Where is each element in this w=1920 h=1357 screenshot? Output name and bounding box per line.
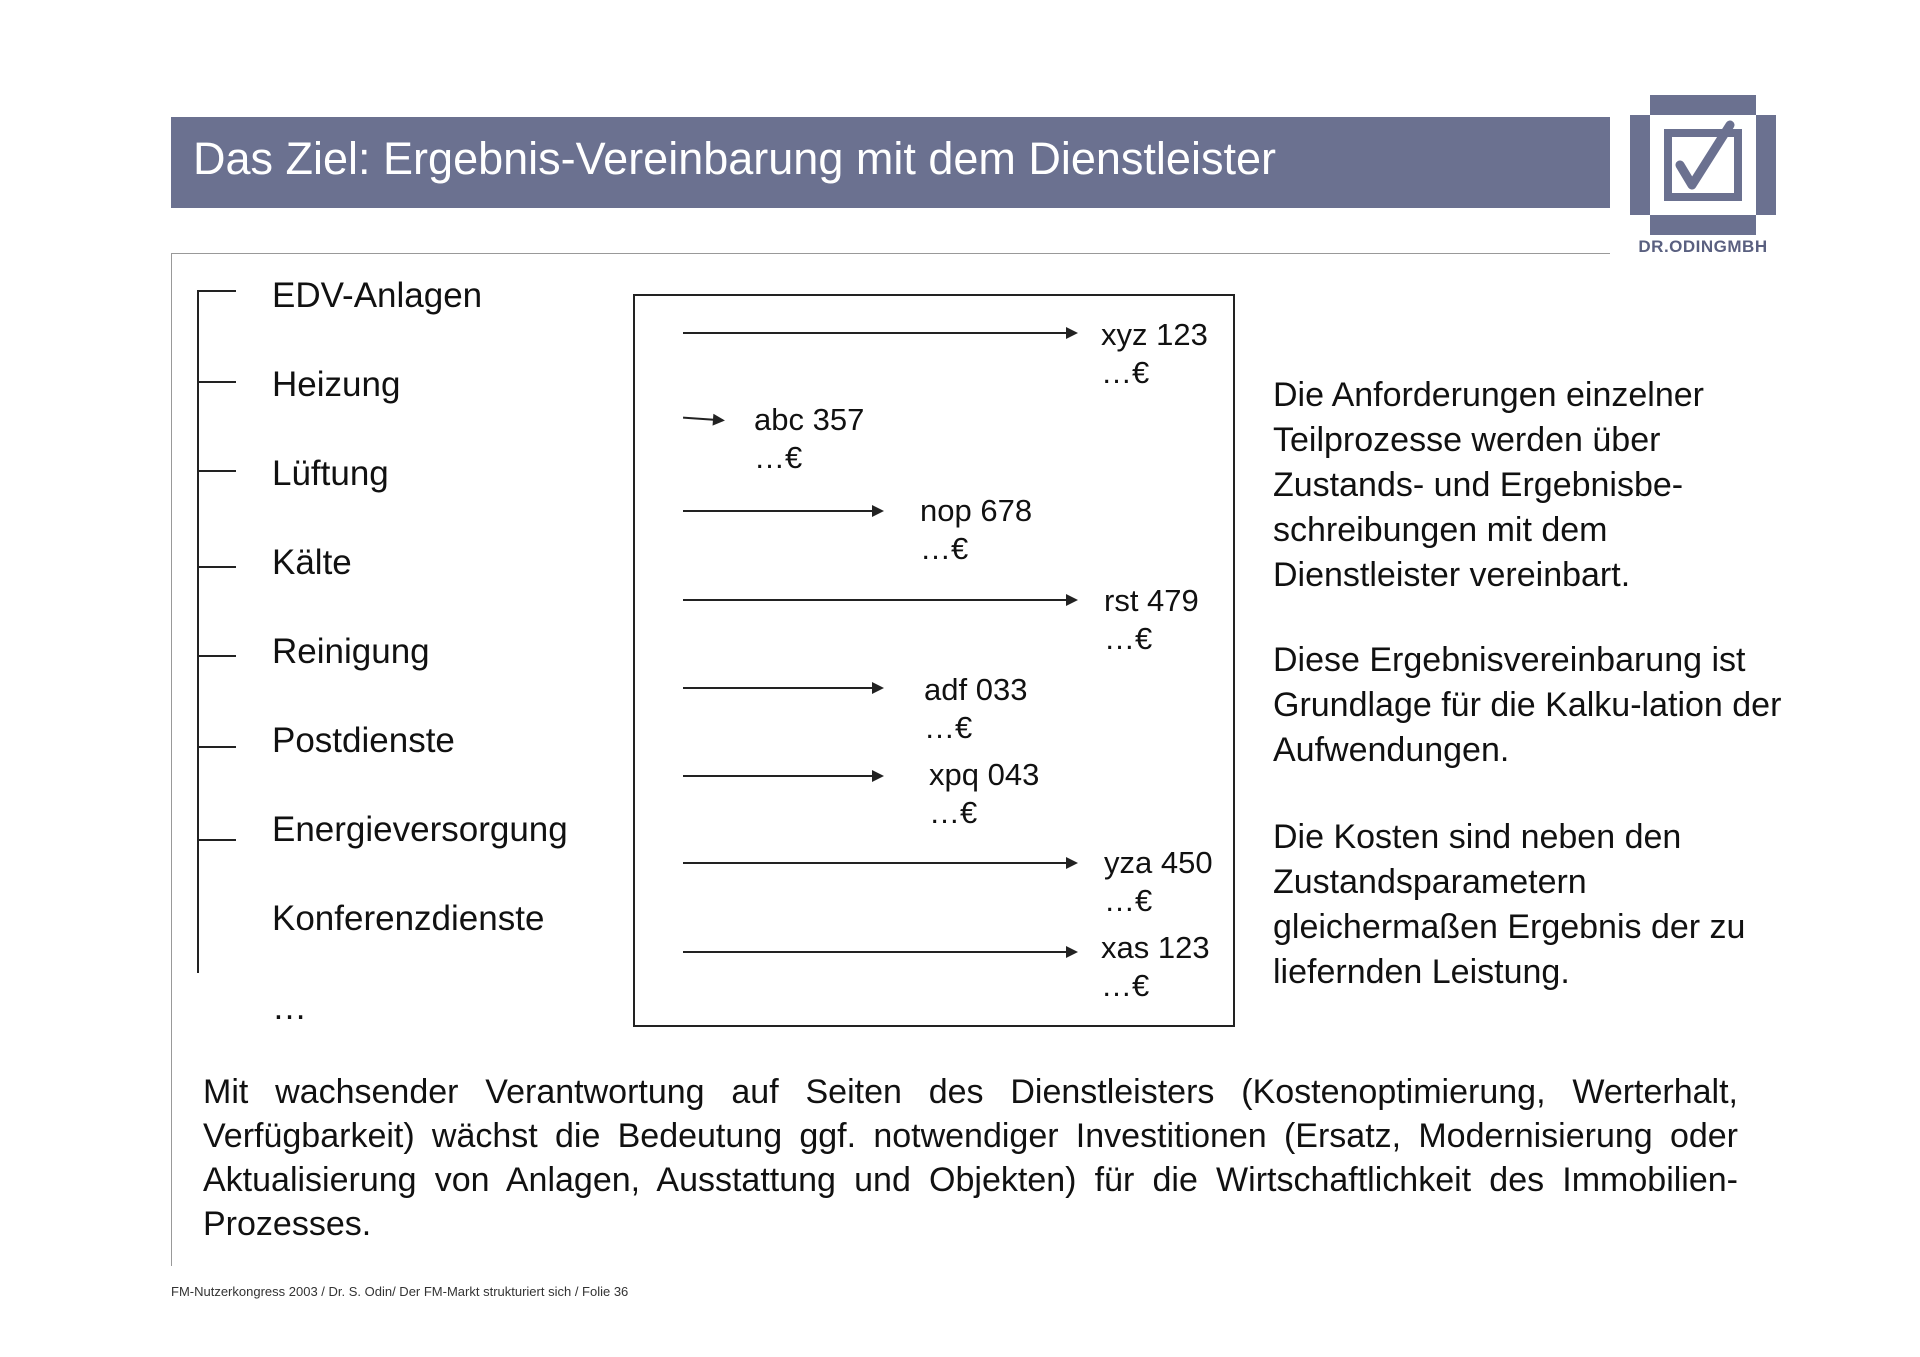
tree-branch xyxy=(197,746,236,748)
result-cost: …€ xyxy=(929,795,978,830)
result-code: rst 479 xyxy=(1104,583,1199,618)
result-item xyxy=(1104,844,1213,920)
result-code: yza 450 xyxy=(1104,845,1213,880)
side-paragraph xyxy=(1273,638,1793,773)
result-cost: …€ xyxy=(924,710,973,745)
result-item xyxy=(754,401,864,477)
result-cost: …€ xyxy=(1101,355,1150,390)
tree-branch xyxy=(197,839,236,841)
slide-title: Das Ziel: Ergebnis-Vereinbarung mit dem Dienstleister xyxy=(193,133,1276,184)
header-divider xyxy=(171,253,1610,254)
side-paragraph-text: Die Kosten sind neben den Zustandsparametern gleichermaßen Ergebnis der zu liefernden Leistung. xyxy=(1273,818,1746,991)
tree-branch xyxy=(197,470,236,472)
tree-branch xyxy=(197,566,236,568)
result-cost: …€ xyxy=(1104,883,1153,918)
category-label: EDV-Anlagen xyxy=(272,276,483,315)
checkmark-logo-icon xyxy=(1630,95,1776,235)
result-item xyxy=(920,492,1032,568)
title-bar xyxy=(171,117,1610,208)
tree-branch xyxy=(197,655,236,657)
left-border xyxy=(171,253,172,1266)
logo-text: DR.ODINGMBH xyxy=(1638,237,1768,256)
result-item xyxy=(929,756,1039,832)
side-paragraph xyxy=(1273,373,1793,598)
category-label: Konferenzdienste xyxy=(272,899,545,938)
arrow xyxy=(683,687,882,689)
tree-branch xyxy=(197,290,236,292)
footer: FM-Nutzerkongress 2003 / Dr. S. Odin/ Der FM-Markt strukturiert sich / Folie 36 xyxy=(171,1284,629,1299)
result-code: abc 357 xyxy=(754,402,865,437)
result-cost: …€ xyxy=(754,440,803,475)
side-paragraph-text: Die Anforderungen einzelner Teilprozesse werden über Zustands- und Ergebnisbe-schreibungen mit dem Dienstleister vereinbart. xyxy=(1273,376,1704,594)
result-code: xas 123 xyxy=(1101,930,1210,965)
arrow xyxy=(683,862,1076,864)
tree-branch xyxy=(197,381,236,383)
result-item xyxy=(1101,316,1208,392)
category-label: Energieversorgung xyxy=(272,810,568,849)
result-code: xpq 043 xyxy=(929,757,1040,792)
result-item xyxy=(924,671,1027,747)
arrow xyxy=(683,599,1076,601)
result-cost: …€ xyxy=(1104,621,1153,656)
result-code: adf 033 xyxy=(924,672,1028,707)
category-label: Postdienste xyxy=(272,721,455,760)
result-item xyxy=(1101,929,1210,1005)
arrow xyxy=(683,951,1076,953)
result-cost: …€ xyxy=(1101,968,1150,1003)
bottom-paragraph: Mit wachsender Verantwortung auf Seiten des Dienstleisters (Kostenoptimierung, Werterhalt, Verfügbarkeit) wächst die Bedeutung ggf. notwendiger Investitionen (Ersatz, Modernisierung oder Aktualisierung von Anlagen, Ausstattung und Objekten) für die Wirtschaftlichkeit des Immobilien-Prozesses. xyxy=(203,1073,1738,1243)
category-label: Heizung xyxy=(272,365,401,404)
arrow xyxy=(683,332,1076,334)
category-label: Lüftung xyxy=(272,454,389,493)
tree-trunk xyxy=(197,290,199,973)
category-label: Reinigung xyxy=(272,632,430,671)
arrow xyxy=(683,775,882,777)
arrow xyxy=(683,510,882,512)
side-paragraph-text: Diese Ergebnisvereinbarung ist Grundlage für die Kalku-lation der Aufwendungen. xyxy=(1273,641,1782,769)
result-code: xyz 123 xyxy=(1101,317,1208,352)
result-code: nop 678 xyxy=(920,493,1033,528)
category-label: Kälte xyxy=(272,543,352,582)
category-label: … xyxy=(272,988,307,1027)
side-paragraph xyxy=(1273,815,1793,995)
result-item xyxy=(1104,582,1199,658)
result-cost: …€ xyxy=(920,531,969,566)
